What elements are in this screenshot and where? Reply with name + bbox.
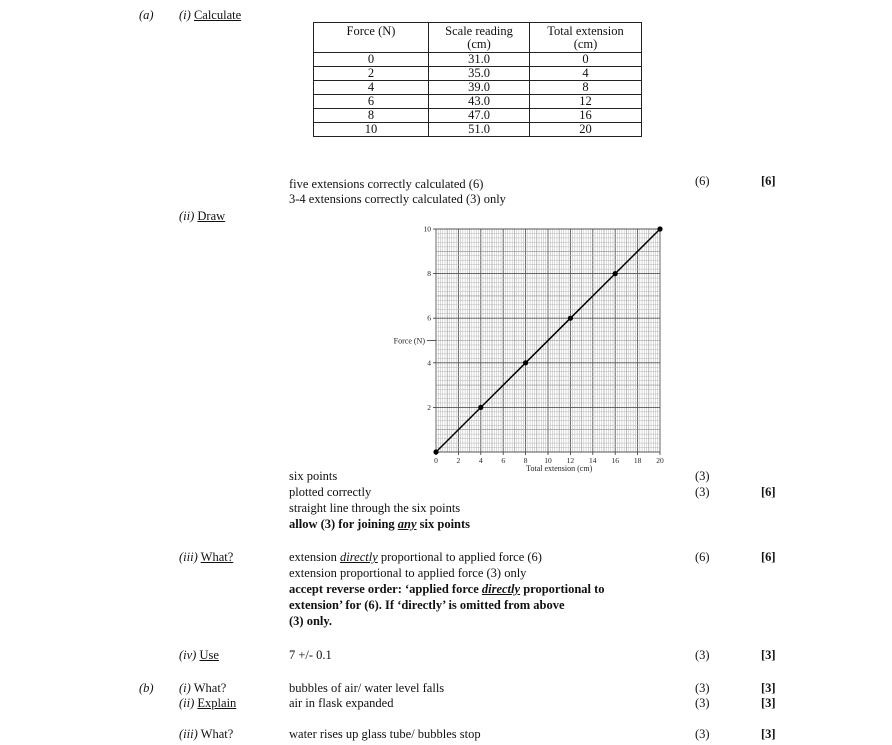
- table-cell: 0: [314, 53, 429, 67]
- question-number: (i): [179, 681, 191, 695]
- answer-draw-line1: six points: [289, 469, 338, 483]
- y-axis-label: Force (N): [393, 336, 425, 346]
- table-cell: 47.0: [429, 109, 530, 123]
- answer-what-line3: accept reverse order: ‘applied force directly proportional to: [289, 582, 605, 596]
- x-axis-label: Total extension (cm): [526, 464, 593, 473]
- mark-draw-1: (3): [695, 469, 710, 483]
- x-tick-label: 16: [611, 456, 619, 465]
- x-tick-label: 20: [656, 456, 664, 465]
- answer-what-line4: extension’ for (6). If ‘directly’ is omitted from above: [289, 598, 565, 612]
- question-a-ii-label: [179, 209, 225, 224]
- y-tick-label: 8: [427, 269, 431, 279]
- x-tick-label: 12: [566, 456, 575, 465]
- table-cell: 20: [530, 123, 642, 137]
- answer-b-i: bubbles of air/ water level falls: [289, 681, 445, 695]
- data-point: [657, 226, 662, 231]
- table-cell: 6: [314, 95, 429, 109]
- x-tick-label: 10: [544, 456, 552, 465]
- part-a-letter: (a): [139, 8, 154, 22]
- question-b-i-label: [179, 681, 226, 696]
- question-b-iii-label: [179, 727, 233, 742]
- table-row: [314, 67, 642, 81]
- force-extension-graph: [370, 220, 670, 475]
- mark-b-iii: (3): [695, 727, 710, 741]
- table-cell: 2: [314, 67, 429, 81]
- question-a-iv-label: [179, 648, 219, 663]
- data-point: [613, 271, 618, 276]
- x-tick-label: 8: [523, 456, 528, 465]
- question-keyword: Draw: [197, 209, 226, 223]
- question-keyword: What?: [200, 550, 234, 564]
- data-point: [478, 405, 483, 410]
- total-draw: [6]: [761, 485, 776, 499]
- total-b-i: [3]: [761, 681, 776, 695]
- table-row: [314, 53, 642, 67]
- table-row: [314, 123, 642, 137]
- answer-draw-line4: allow (3) for joining any six points: [289, 517, 471, 531]
- total-what: [6]: [761, 550, 776, 564]
- table-row: [314, 95, 642, 109]
- question-number: (iii): [179, 550, 198, 564]
- data-point: [433, 449, 438, 454]
- question-keyword: Explain: [197, 696, 237, 710]
- answer-draw-line3: straight line through the six points: [289, 501, 461, 515]
- question-number: (ii): [179, 209, 195, 223]
- mark-what: (6): [695, 550, 710, 564]
- question-a-i-label: [179, 8, 241, 23]
- total-use: [3]: [761, 648, 776, 662]
- table-cell: 39.0: [429, 81, 530, 95]
- answer-draw-line2: plotted correctly: [289, 485, 372, 499]
- answer-b-iii: water rises up glass tube/ bubbles stop: [289, 727, 481, 741]
- table-cell: 51.0: [429, 123, 530, 137]
- mark-use: (3): [695, 648, 710, 662]
- question-number: (i): [179, 8, 191, 22]
- question-b-ii-label: [179, 696, 236, 711]
- question-keyword: What?: [200, 727, 234, 741]
- answer-b-ii: air in flask expanded: [289, 696, 394, 710]
- table-header-total-extension: Total extension (cm): [530, 23, 642, 53]
- table-cell: 0: [530, 53, 642, 67]
- mark-b-ii: (3): [695, 696, 710, 710]
- table-header-scale-reading: Scale reading (cm): [429, 23, 530, 53]
- table-cell: 8: [530, 81, 642, 95]
- question-keyword: Calculate: [193, 8, 242, 22]
- x-tick-label: 18: [633, 456, 642, 465]
- table-cell: 8: [314, 109, 429, 123]
- table-cell: 16: [530, 109, 642, 123]
- table-row: [314, 109, 642, 123]
- question-keyword: Use: [199, 648, 219, 662]
- table-cell: 31.0: [429, 53, 530, 67]
- answer-what-line2: extension proportional to applied force (3) only: [289, 566, 527, 580]
- table-cell: 43.0: [429, 95, 530, 109]
- question-keyword: What?: [193, 681, 227, 695]
- table-cell: 10: [314, 123, 429, 137]
- x-tick-label: 2: [456, 456, 461, 465]
- answer-calc-line1: five extensions correctly calculated (6): [289, 177, 484, 191]
- table-row: [314, 81, 642, 95]
- data-point: [568, 316, 573, 321]
- total-calc: [6]: [761, 174, 776, 188]
- data-point: [523, 360, 528, 365]
- x-tick-label: 6: [501, 456, 506, 465]
- question-a-iii-label: [179, 550, 233, 565]
- answer-use-line1: 7 +/- 0.1: [289, 648, 332, 662]
- table-header-force: Force (N): [314, 23, 429, 53]
- x-tick-label: 0: [434, 456, 438, 465]
- y-tick-label: 4: [427, 358, 431, 368]
- table-cell: 4: [530, 67, 642, 81]
- question-number: (iii): [179, 727, 198, 741]
- y-tick-label: 10: [423, 224, 431, 234]
- answer-what-line1: extension directly proportional to applied force (6): [289, 550, 542, 564]
- force-extension-table: [313, 22, 642, 137]
- question-number: (ii): [179, 696, 195, 710]
- answer-calc-line2: 3-4 extensions correctly calculated (3) only: [289, 192, 506, 206]
- mark-calc: (6): [695, 174, 710, 188]
- mark-b-i: (3): [695, 681, 710, 695]
- question-number: (iv): [179, 648, 197, 662]
- answer-what-line5: (3) only.: [289, 614, 333, 628]
- total-b-ii: [3]: [761, 696, 776, 710]
- x-tick-label: 14: [589, 456, 597, 465]
- part-b-letter: (b): [139, 681, 154, 695]
- table-cell: 4: [314, 81, 429, 95]
- y-tick-label: 2: [427, 402, 431, 412]
- table-cell: 35.0: [429, 67, 530, 81]
- y-tick-label: 6: [427, 313, 431, 323]
- total-b-iii: [3]: [761, 727, 776, 741]
- table-cell: 12: [530, 95, 642, 109]
- x-tick-label: 4: [478, 456, 483, 465]
- mark-draw-2: (3): [695, 485, 710, 499]
